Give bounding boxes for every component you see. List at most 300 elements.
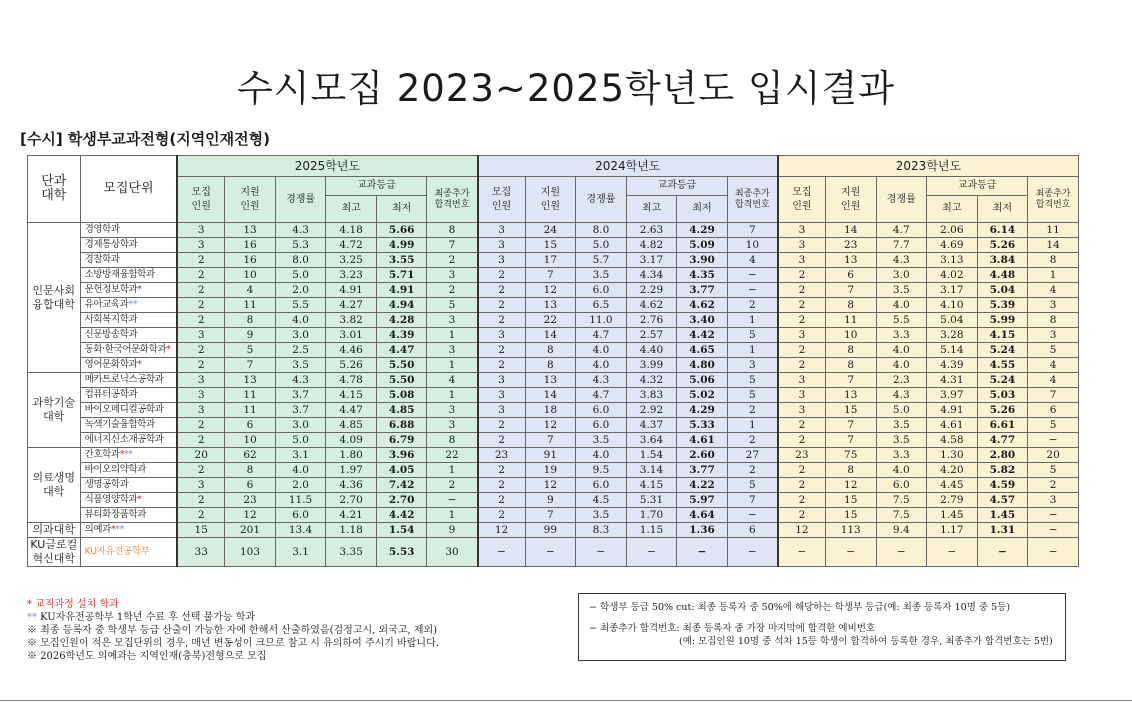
value-cell: 9.4 <box>876 523 927 538</box>
grade-worst-header: 최저 <box>677 196 728 223</box>
value-cell: 7 <box>427 238 478 253</box>
value-cell: 7.5 <box>876 508 927 523</box>
value-cell: 2.57 <box>626 328 677 343</box>
unit-header: 모집단위 <box>80 156 177 223</box>
value-cell: 4.34 <box>626 268 677 283</box>
value-cell: 10 <box>225 433 276 448</box>
value-cell: 4.61 <box>927 418 978 433</box>
value-cell: 12 <box>525 283 576 298</box>
value-cell: 3.5 <box>576 268 627 283</box>
value-cell: 3.17 <box>626 253 677 268</box>
table-row <box>28 283 1079 298</box>
grade-header: 교과등급 <box>626 177 727 196</box>
value-cell: 2 <box>478 478 526 493</box>
value-cell: 3.64 <box>626 433 677 448</box>
value-cell: 4.39 <box>927 358 978 373</box>
value-cell: 4.0 <box>876 298 927 313</box>
value-cell: 3 <box>177 388 225 403</box>
value-cell: 3.7 <box>275 403 326 418</box>
teacher-course-mark: * <box>110 524 116 535</box>
value-cell: 1.18 <box>326 523 377 538</box>
table-row <box>28 448 1079 463</box>
value-cell: 5.26 <box>326 358 377 373</box>
unit-cell: 영어문화학과* <box>80 358 177 373</box>
value-cell: 4.46 <box>326 343 377 358</box>
value-cell: 5.5 <box>275 298 326 313</box>
value-cell: 3.14 <box>626 463 677 478</box>
value-cell: 1 <box>727 418 778 433</box>
value-cell: 4.15 <box>626 478 677 493</box>
value-cell: 4.36 <box>326 478 377 493</box>
value-cell: 2 <box>727 433 778 448</box>
value-cell: 3.25 <box>326 253 377 268</box>
value-cell: − <box>478 538 526 567</box>
value-cell: 3 <box>427 403 478 418</box>
value-cell: 1.70 <box>626 508 677 523</box>
value-cell: 6 <box>1028 403 1079 418</box>
value-cell: 8 <box>225 463 276 478</box>
value-cell: 2 <box>778 343 826 358</box>
value-cell: 7 <box>727 223 778 238</box>
value-cell: 5.24 <box>977 373 1028 388</box>
value-cell: − <box>576 538 627 567</box>
value-cell: − <box>727 283 778 298</box>
value-cell: 4 <box>1028 358 1079 373</box>
section-title: [수시] 학생부교과전형(지역인재전형) <box>20 130 270 148</box>
value-cell: 6.0 <box>576 418 627 433</box>
value-cell: 3 <box>478 373 526 388</box>
unit-cell: 소방방재융합학과 <box>80 268 177 283</box>
value-cell: 4.58 <box>927 433 978 448</box>
value-cell: 4.94 <box>376 298 427 313</box>
value-cell: 22 <box>427 448 478 463</box>
value-cell: 2 <box>177 433 225 448</box>
value-cell: 3 <box>1028 493 1079 508</box>
value-cell: 2 <box>427 478 478 493</box>
bottom-divider <box>0 700 1132 701</box>
value-cell: 2 <box>177 253 225 268</box>
value-cell: − <box>1028 538 1079 567</box>
value-cell: 10 <box>225 268 276 283</box>
grade-best-header: 최고 <box>326 196 377 223</box>
value-cell: − <box>876 538 927 567</box>
value-cell: 1.36 <box>677 523 728 538</box>
value-cell: 3.77 <box>677 283 728 298</box>
value-cell: 6 <box>727 523 778 538</box>
value-cell: 5.09 <box>677 238 728 253</box>
value-cell: 3.01 <box>326 328 377 343</box>
value-cell: 5.7 <box>576 253 627 268</box>
value-cell: 3 <box>478 223 526 238</box>
value-cell: 3 <box>177 373 225 388</box>
value-cell: 2.80 <box>977 448 1028 463</box>
value-cell: 23 <box>225 493 276 508</box>
value-cell: 4.31 <box>927 373 978 388</box>
value-cell: 7 <box>825 373 876 388</box>
year-header: 2024학년도 <box>478 156 778 177</box>
value-cell: 12 <box>825 478 876 493</box>
value-cell: 33 <box>177 538 225 567</box>
value-cell: − <box>1028 508 1079 523</box>
value-cell: − <box>977 538 1028 567</box>
value-cell: 2.92 <box>626 403 677 418</box>
value-cell: 3.5 <box>876 418 927 433</box>
value-cell: 20 <box>177 448 225 463</box>
major-restriction-mark: ** <box>128 299 138 310</box>
value-cell: 5.03 <box>977 388 1028 403</box>
value-cell: − <box>626 538 677 567</box>
value-cell: 8.3 <box>576 523 627 538</box>
admission-results-table <box>27 155 1079 567</box>
value-cell: 4.0 <box>576 448 627 463</box>
grade-worst-header: 최저 <box>977 196 1028 223</box>
value-cell: 3 <box>427 313 478 328</box>
value-cell: 2 <box>478 283 526 298</box>
value-cell: 5.0 <box>576 238 627 253</box>
value-cell: 11 <box>225 403 276 418</box>
value-cell: 7.42 <box>376 478 427 493</box>
value-cell: 3 <box>177 478 225 493</box>
value-cell: 3 <box>177 328 225 343</box>
table-row <box>28 253 1079 268</box>
value-cell: 2 <box>778 268 826 283</box>
value-cell: 6.0 <box>576 478 627 493</box>
value-cell: 4.7 <box>576 388 627 403</box>
table-row <box>28 403 1079 418</box>
value-cell: 2 <box>778 493 826 508</box>
value-cell: 103 <box>225 538 276 567</box>
value-cell: 8 <box>525 358 576 373</box>
value-cell: 7 <box>525 508 576 523</box>
value-cell: 4.99 <box>376 238 427 253</box>
value-cell: 3.55 <box>376 253 427 268</box>
value-cell: 201 <box>225 523 276 538</box>
value-cell: − <box>927 538 978 567</box>
box-note-line: − 학생부 등급 50% cut: 최종 등록자 중 50%에 해당하는 학생부 등급(예: 최종 등록자 10명 중 5등) <box>589 602 1011 613</box>
value-cell: 4.0 <box>576 343 627 358</box>
footnote-line: ※ 2026학년도 의예과는 지역인재(충북)전형으로 모집 <box>27 651 267 662</box>
table-row <box>28 388 1079 403</box>
value-cell: 4.91 <box>927 403 978 418</box>
value-cell: − <box>677 538 728 567</box>
unit-cell: 경제통상학과 <box>80 238 177 253</box>
value-cell: 4.45 <box>927 478 978 493</box>
value-cell: 2 <box>177 343 225 358</box>
unit-cell: 신문방송학과 <box>80 328 177 343</box>
value-cell: 24 <box>525 223 576 238</box>
footnote-line: ** KU자유전공학부 1학년 수료 후 선택 불가능 학과 <box>27 612 256 623</box>
value-cell: 4.0 <box>576 358 627 373</box>
value-cell: 6.79 <box>376 433 427 448</box>
value-cell: 3 <box>778 388 826 403</box>
value-cell: 4.69 <box>927 238 978 253</box>
unit-cell: 뷰티화장품학과 <box>80 508 177 523</box>
value-cell: 2.76 <box>626 313 677 328</box>
grade-best-header: 최고 <box>927 196 978 223</box>
value-cell: 4.32 <box>626 373 677 388</box>
value-cell: 2.5 <box>275 343 326 358</box>
value-cell: 2 <box>778 463 826 478</box>
value-cell: 4.65 <box>677 343 728 358</box>
value-cell: 5.0 <box>275 433 326 448</box>
value-cell: 5.5 <box>876 313 927 328</box>
unit-cell: KU자유전공학부 <box>80 538 177 567</box>
value-cell: 2.60 <box>677 448 728 463</box>
major-restriction-mark: ** <box>115 524 124 535</box>
value-cell: 4.15 <box>977 328 1028 343</box>
value-cell: 5.3 <box>275 238 326 253</box>
value-cell: 4.22 <box>677 478 728 493</box>
value-cell: 15 <box>825 403 876 418</box>
value-cell: 2 <box>778 418 826 433</box>
value-cell: 8.0 <box>576 223 627 238</box>
value-cell: 2 <box>177 268 225 283</box>
table-row <box>28 298 1079 313</box>
value-cell: 5.14 <box>927 343 978 358</box>
value-cell: 12 <box>525 418 576 433</box>
value-cell: − <box>778 538 826 567</box>
value-cell: 4.20 <box>927 463 978 478</box>
value-cell: 6.0 <box>576 403 627 418</box>
value-cell: 10 <box>825 328 876 343</box>
recruit-header: 모집 인원 <box>177 177 225 223</box>
grade-header: 교과등급 <box>326 177 427 196</box>
value-cell: 4.85 <box>326 418 377 433</box>
value-cell: 4.72 <box>326 238 377 253</box>
value-cell: 13 <box>525 298 576 313</box>
value-cell: 1 <box>1028 268 1079 283</box>
teacher-course-mark: * <box>137 359 142 370</box>
value-cell: 2 <box>778 298 826 313</box>
value-cell: 2 <box>778 283 826 298</box>
apply-header: 지원 인원 <box>225 177 276 223</box>
footnote-line: * 교직과정 설치 학과 <box>27 599 119 610</box>
year-header: 2023학년도 <box>778 156 1079 177</box>
value-cell: − <box>1028 433 1079 448</box>
recruit-header: 모집 인원 <box>478 177 526 223</box>
value-cell: 4.15 <box>326 388 377 403</box>
value-cell: 19 <box>525 463 576 478</box>
value-cell: 3.0 <box>275 328 326 343</box>
value-cell: 16 <box>225 253 276 268</box>
unit-cell: 에너지신소재공학과 <box>80 433 177 448</box>
value-cell: 7 <box>225 358 276 373</box>
value-cell: 6.0 <box>576 283 627 298</box>
value-cell: 4.78 <box>326 373 377 388</box>
value-cell: 1.17 <box>927 523 978 538</box>
unit-cell: 녹색기술융합학과 <box>80 418 177 433</box>
value-cell: 3.35 <box>326 538 377 567</box>
value-cell: 4.3 <box>876 388 927 403</box>
value-cell: 2 <box>177 298 225 313</box>
value-cell: 6.61 <box>977 418 1028 433</box>
value-cell: 7 <box>825 283 876 298</box>
value-cell: 4 <box>1028 283 1079 298</box>
table-row <box>28 358 1079 373</box>
value-cell: 5.53 <box>376 538 427 567</box>
value-cell: 5 <box>1028 463 1079 478</box>
value-cell: 9 <box>525 493 576 508</box>
value-cell: 1 <box>427 358 478 373</box>
value-cell: 1.31 <box>977 523 1028 538</box>
value-cell: 6.14 <box>977 223 1028 238</box>
teacher-course-mark: * <box>137 284 142 295</box>
value-cell: 3 <box>778 223 826 238</box>
value-cell: 1 <box>727 343 778 358</box>
value-cell: 4.55 <box>977 358 1028 373</box>
table-row <box>28 313 1079 328</box>
value-cell: 4.37 <box>626 418 677 433</box>
value-cell: 6.5 <box>576 298 627 313</box>
value-cell: 9 <box>427 523 478 538</box>
value-cell: 3.3 <box>876 448 927 463</box>
value-cell: 4.3 <box>876 253 927 268</box>
value-cell: 4.91 <box>376 283 427 298</box>
value-cell: 2 <box>177 358 225 373</box>
value-cell: 8 <box>1028 313 1079 328</box>
teacher-course-mark: * <box>166 344 171 355</box>
value-cell: 3.1 <box>275 538 326 567</box>
value-cell: 5.06 <box>677 373 728 388</box>
value-cell: 4.61 <box>677 433 728 448</box>
value-cell: 4.35 <box>677 268 728 283</box>
value-cell: 2 <box>177 493 225 508</box>
value-cell: 5.26 <box>977 238 1028 253</box>
value-cell: 6.0 <box>275 508 326 523</box>
value-cell: 2.79 <box>927 493 978 508</box>
teacher-course-mark: * <box>119 449 125 460</box>
college-header: 단과 대학 <box>28 156 81 223</box>
grade-header: 교과등급 <box>927 177 1028 196</box>
value-cell: 3 <box>177 223 225 238</box>
value-cell: 5 <box>1028 343 1079 358</box>
value-cell: 4.10 <box>927 298 978 313</box>
major-restriction-mark: ** <box>124 449 133 460</box>
ratio-header: 경쟁률 <box>275 177 326 223</box>
value-cell: 1 <box>427 388 478 403</box>
value-cell: 2 <box>478 418 526 433</box>
value-cell: 3 <box>427 268 478 283</box>
value-cell: 6.88 <box>376 418 427 433</box>
value-cell: 4.29 <box>677 223 728 238</box>
value-cell: 5.08 <box>376 388 427 403</box>
unit-cell: 경찰학과 <box>80 253 177 268</box>
value-cell: 7.5 <box>876 493 927 508</box>
waitlist-header: 최종추가 합격번호 <box>1028 177 1079 223</box>
grade-worst-header: 최저 <box>376 196 427 223</box>
value-cell: 4.29 <box>677 403 728 418</box>
value-cell: 4.0 <box>876 358 927 373</box>
value-cell: 5.0 <box>876 403 927 418</box>
value-cell: 3 <box>478 328 526 343</box>
value-cell: 3 <box>778 403 826 418</box>
value-cell: 10 <box>727 238 778 253</box>
value-cell: 2 <box>478 433 526 448</box>
value-cell: 4.7 <box>576 328 627 343</box>
value-cell: 3 <box>478 238 526 253</box>
year-header: 2025학년도 <box>177 156 477 177</box>
value-cell: 5 <box>427 298 478 313</box>
waitlist-header: 최종추가 합격번호 <box>427 177 478 223</box>
value-cell: 5 <box>225 343 276 358</box>
value-cell: 3 <box>427 418 478 433</box>
value-cell: 8 <box>427 223 478 238</box>
value-cell: 4.21 <box>326 508 377 523</box>
value-cell: 4.3 <box>275 223 326 238</box>
value-cell: 3 <box>177 238 225 253</box>
value-cell: 8 <box>825 463 876 478</box>
value-cell: 5.24 <box>977 343 1028 358</box>
value-cell: 4.3 <box>576 373 627 388</box>
value-cell: 1 <box>727 313 778 328</box>
value-cell: 4.47 <box>326 403 377 418</box>
teacher-course-mark: * <box>137 494 142 505</box>
value-cell: 14 <box>1028 238 1079 253</box>
value-cell: 3.0 <box>275 418 326 433</box>
table-row <box>28 433 1079 448</box>
value-cell: 2 <box>478 313 526 328</box>
table-row <box>28 223 1079 238</box>
college-cell: 인문사회 융합대학 <box>28 223 81 373</box>
value-cell: 2 <box>478 493 526 508</box>
value-cell: 2 <box>177 313 225 328</box>
value-cell: 5.39 <box>977 298 1028 313</box>
value-cell: 11 <box>825 313 876 328</box>
value-cell: 4.57 <box>977 493 1028 508</box>
table-row <box>28 343 1079 358</box>
value-cell: 12 <box>778 523 826 538</box>
value-cell: 7 <box>825 418 876 433</box>
value-cell: 3 <box>177 403 225 418</box>
value-cell: 8 <box>1028 253 1079 268</box>
value-cell: 1 <box>427 508 478 523</box>
value-cell: 4.64 <box>677 508 728 523</box>
value-cell: 5.99 <box>977 313 1028 328</box>
value-cell: 3.96 <box>376 448 427 463</box>
value-cell: 3.5 <box>576 433 627 448</box>
unit-cell: 바이오메디컬공학과 <box>80 403 177 418</box>
value-cell: 8 <box>825 298 876 313</box>
value-cell: 3.5 <box>576 508 627 523</box>
value-cell: 5.04 <box>977 283 1028 298</box>
value-cell: 4.0 <box>876 343 927 358</box>
value-cell: 8 <box>427 433 478 448</box>
value-cell: 2 <box>727 298 778 313</box>
value-cell: 2 <box>478 358 526 373</box>
unit-cell: 사회복지학과 <box>80 313 177 328</box>
footnote-line: ※ 최종 등록자 중 학생부 등급 산출이 가능한 자에 한해서 산출하였음(검정고시, 외국고, 제외) <box>27 625 438 636</box>
recruit-header: 모집 인원 <box>778 177 826 223</box>
unit-cell: 컴퓨터공학과 <box>80 388 177 403</box>
value-cell: 5.02 <box>677 388 728 403</box>
value-cell: 3.1 <box>275 448 326 463</box>
value-cell: 4.3 <box>275 373 326 388</box>
value-cell: 1 <box>427 463 478 478</box>
value-cell: 11 <box>225 388 276 403</box>
unit-cell: 메카트로닉스공학과 <box>80 373 177 388</box>
value-cell: 11 <box>225 298 276 313</box>
table-row <box>28 493 1079 508</box>
value-cell: 62 <box>225 448 276 463</box>
value-cell: 2 <box>778 313 826 328</box>
value-cell: 4.0 <box>275 313 326 328</box>
value-cell: 4.59 <box>977 478 1028 493</box>
table-row <box>28 478 1079 493</box>
value-cell: 2 <box>478 463 526 478</box>
value-cell: 4.82 <box>626 238 677 253</box>
value-cell: 5 <box>727 388 778 403</box>
value-cell: 1.54 <box>626 448 677 463</box>
